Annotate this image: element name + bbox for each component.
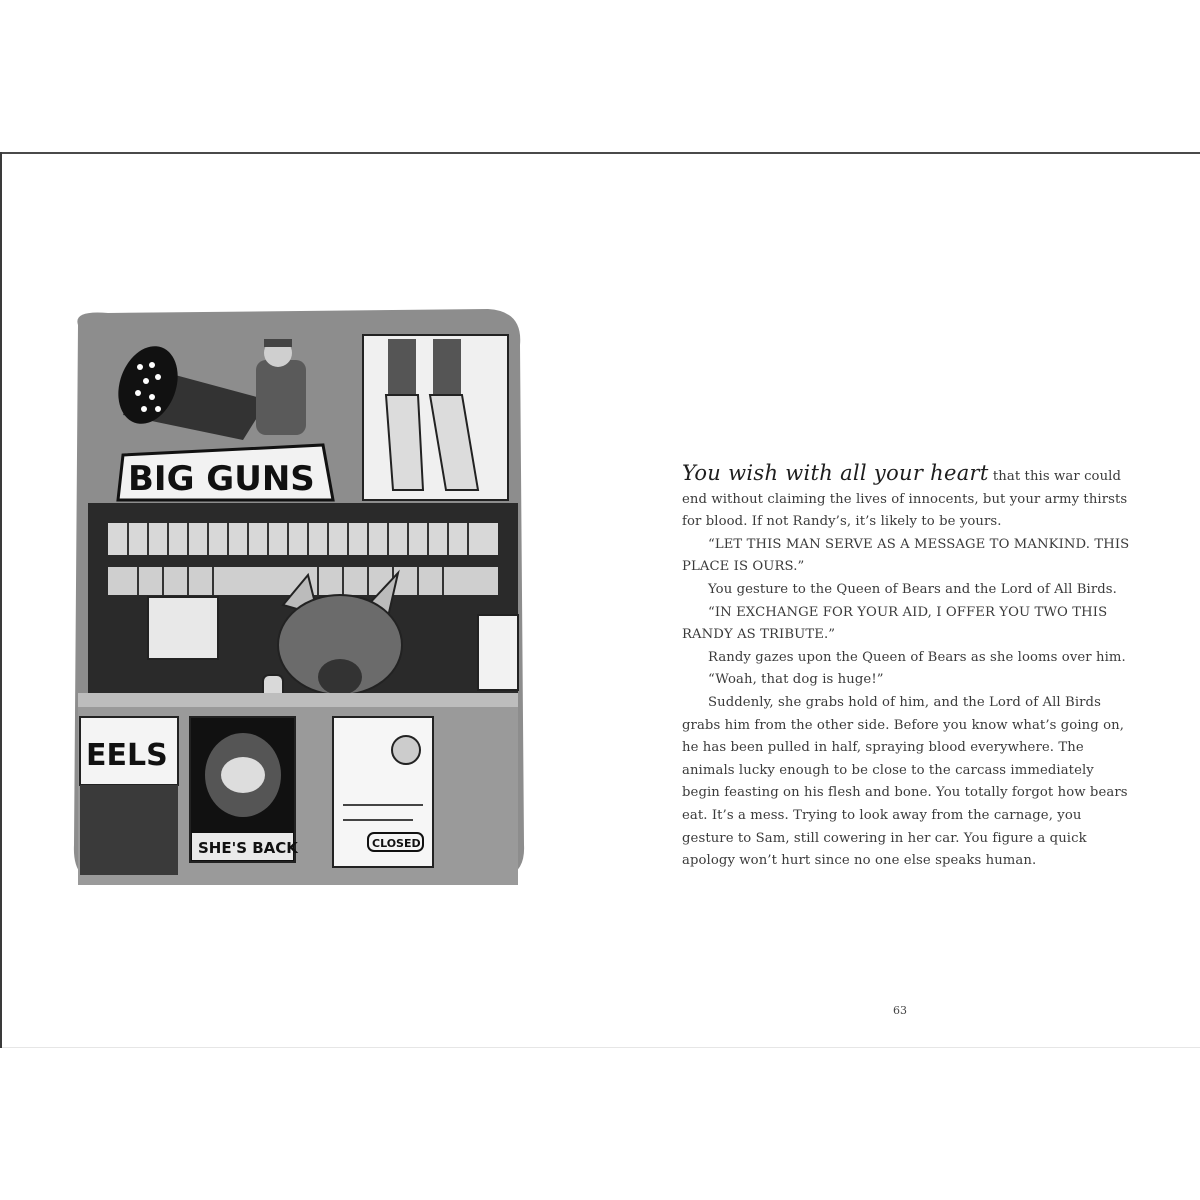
hours-notice (333, 717, 433, 867)
paragraph-3: You gesture to the Queen of Bears and the Lord of All Birds. (708, 581, 1117, 597)
paragraph-1 (682, 462, 1132, 534)
paragraph-7: Suddenly, she grabs hold of him, and the Lord of All Birds grabs him from the other side. Before you know what’s going on, he has been pulled in half, spraying blood everywhere. The animals lucky enough to be close to the carcass immediately begin feasting on his flesh and bone. You totally forgot how bears eat. It’s a mess. Trying to look away from the carnage, you gesture to Sam, still cowering in her car. You figure a quick apology won’t hurt since no one else speaks human. (682, 694, 1128, 869)
paragraph-6: “Woah, that dog is huge!” (708, 672, 884, 688)
lead-in: You wish with all your heart (682, 461, 989, 485)
eels-text: EELS (86, 738, 168, 773)
paragraph-1-body: that this war could end without claiming the lives of innocents, but your army thirsts for blood. If not Randy’s, it’s likely to be yours. (682, 469, 1128, 530)
paragraph-2: “LET THIS MAN SERVE AS A MESSAGE TO MANKIND. THIS PLACE IS OURS.” (682, 536, 1130, 575)
shes-back-poster (190, 717, 299, 862)
illustration (68, 305, 528, 885)
page-number: 63 (893, 1004, 907, 1017)
big-guns-text: BIG GUNS (128, 459, 315, 499)
paragraph-4: “IN EXCHANGE FOR YOUR AID, I OFFER YOU TWO THIS RANDY AS TRIBUTE.” (682, 604, 1108, 643)
story-text (682, 462, 1132, 873)
paragraph-5: Randy gazes upon the Queen of Bears as she looms over him. (708, 649, 1126, 665)
boots-poster (363, 335, 508, 500)
eels-poster (80, 717, 178, 875)
video-store-illustration (68, 305, 528, 885)
page-edge (0, 152, 2, 1048)
closed-text: CLOSED (372, 837, 421, 850)
big-guns-sign (118, 445, 333, 500)
shes-back-text: SHE'S BACK (198, 839, 298, 857)
